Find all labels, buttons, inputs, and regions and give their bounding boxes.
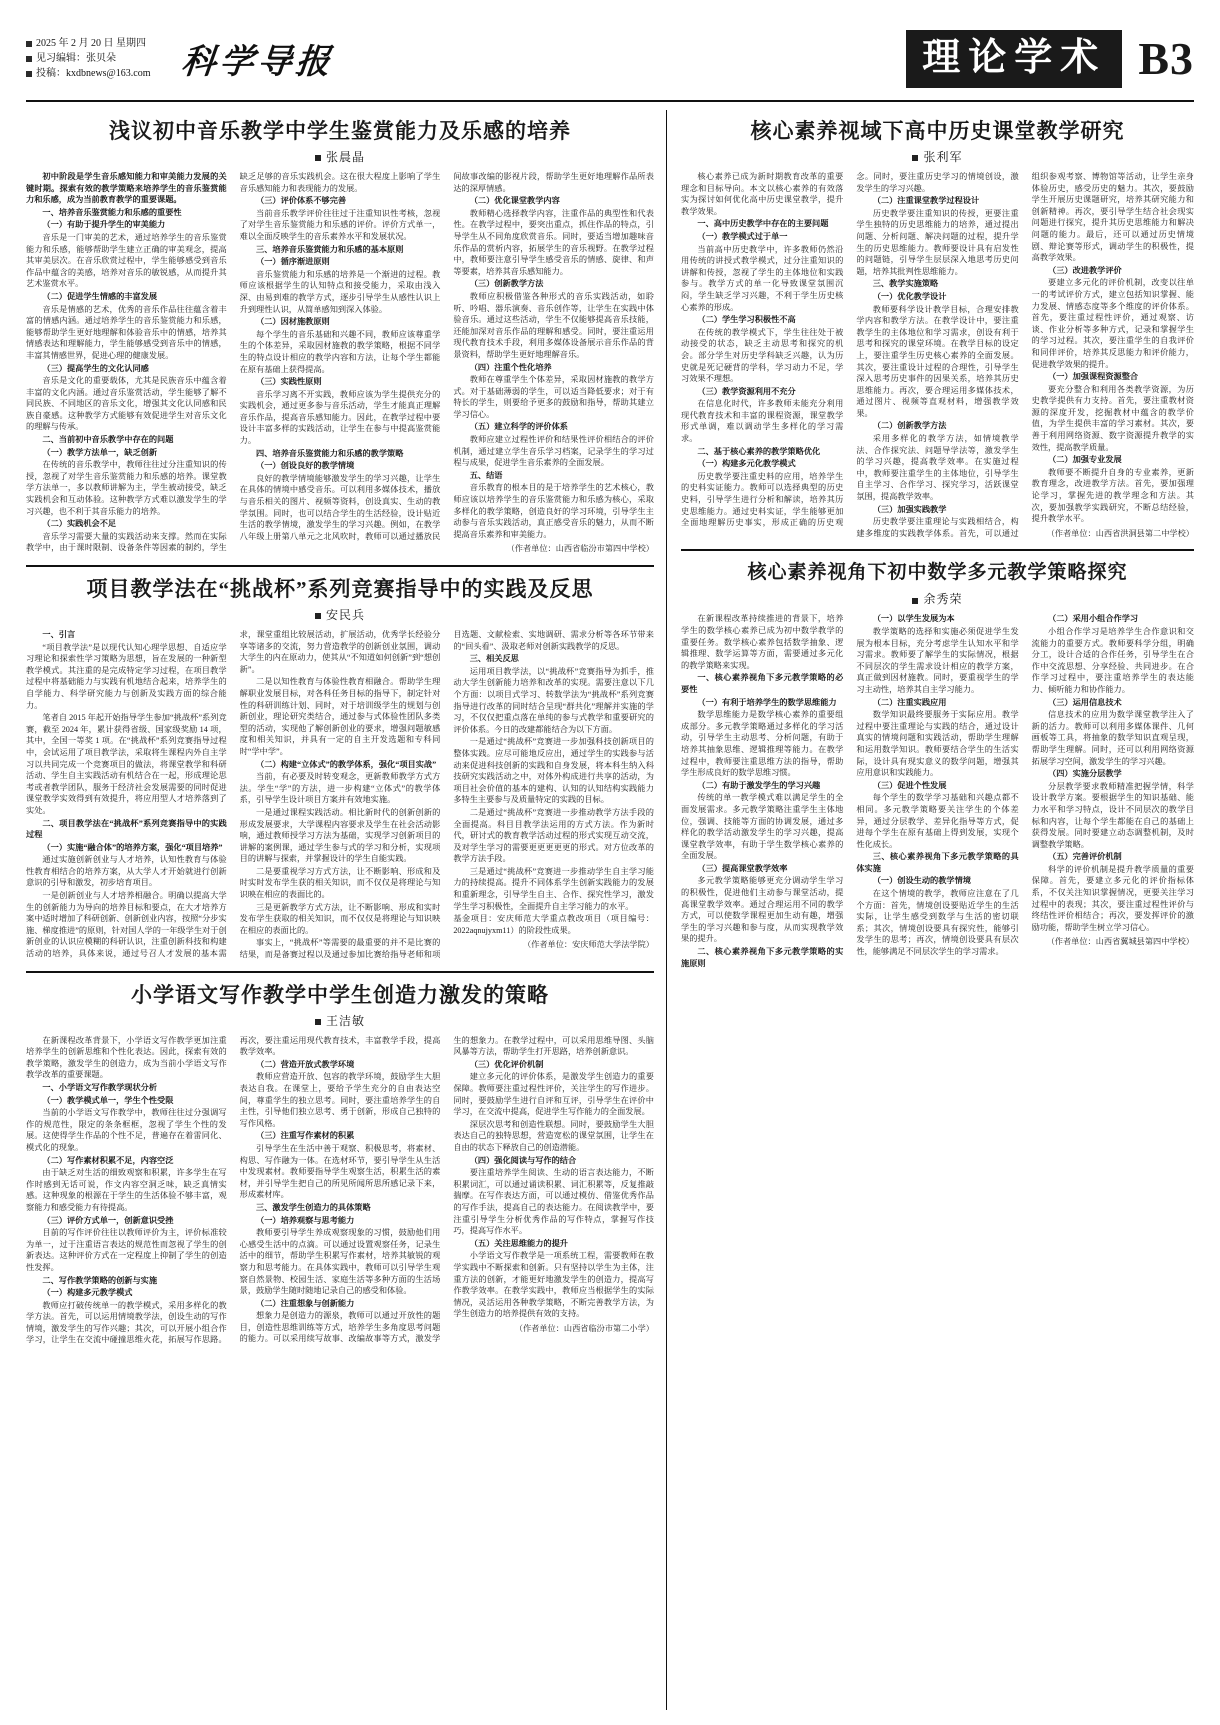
article-body: 在新课程改革持续推进的背景下，培养学生的数学核心素养已成为初中数学教学的重要任务。数学核心素养包括数学抽象、逻辑推理、数学运算等方面，需要通过多元化的教学策略来实现。 一、核心素养视角下多元教学策略的必要性 （一）有利于培养学生的数学思维能力 数学思维能力是数学核心素养的重要组成部分。多元教学策略通过多样化的学习活动，引导学生主动思考、分析问题，有助于培养其抽象思维、逻辑推理等能力。在教学过程中，教师要注重思维方法的指导，帮助学生形成良好的数学思维习惯。 （二）有助于激发学生的学习兴趣 传统的单一教学模式难以满足学生的全面发展需求。多元教学策略注重学生主体地位，强调、技能等方面的协调发展，通过多样化的教学活动激发学生的学习兴趣，提高课堂教学效率，有助于学生数学核心素养的全面发展。 （三）提高课堂教学效率 多元教学策略能够更充分调动学生学习的积极性，促进他们主动参与课堂活动，提高课堂教学效率。通过合理运用不同的教学方式，可以使数学课程更加生动有趣，增强学生的学习兴趣和参与度，从而实现教学效果的提升。 二、核心素养视角下多元教学策略的实施原则 （一）以学生发展为本 教学策略的选择和实施必须促进学生发展为根本目标，充分考虑学生认知水平和学习需求。教师要了解学生的实际情况，根据不同层次的学生需求设计相应的教学方案，真正做到因材施教。同时，要重视学生的学习主动性，培养其自主学习能力。 （二）注重实践应用 数学知识最终要服务于实际应用。教学过程中要注重理论与实践的结合，通过设计真实的情境问题和实践活动，帮助学生理解和运用数学知识。教师要结合学生的生活实际，设计具有现实意义的数学问题，增强其应用意识和实践能力。 （三）促进个性发展 每个学生的数学学习基础和兴趣点都不相同。多元教学策略要关注学生的个体差异，通过分层教学、差异化指导等方式，促进每个学生在原有基础上得到发展，实现个性化成长。 三、核心素养视角下多元教学策略的具体实施 （一）创设生动的教学情境 在这个情境的教学，教师应注意在了几个方面：首先，情境创设要贴近学生的生活实际，让学生感受到数学与生活的密切联系；其次，情境创设要具有探究性，能够引发学生的思考；再次，情境创设要具有层次性，能够满足不同层次学生的学习需求。 （二）采用小组合作学习 小组合作学习是培养学生合作意识和交流能力的重要方式。教师要科学分组，明确分工，设计合适的合作任务，引导学生在合作中交流思想、分享经验、共同进步。在合作学习过程中，要注重培养学生的表达能力、倾听能力和协作能力。 （三）运用信息技术 信息技术的应用为数学课堂教学注入了新的活力。教师可以利用多媒体课件、几何画板等工具，将抽象的数学知识直观呈现，帮助学生理解。同时，还可以利用网络资源拓展学习空间，激发学生的学习兴趣。 （四）实施分层教学 分层教学要求教师精准把握学情，科学设计教学方案。要根据学生的知识基础、能力水平和学习特点，设计不同层次的教学目标和内容，让每个学生都能在自己的基础上获得发展。同时要建立动态调整机制，及时调整教学策略。 （五）完善评价机制 科学的评价机制是提升教学质量的重要保障。首先，要建立多元化的评价指标体系，不仅关注知识掌握情况，更要关注学习过程中的表现；其次，要注重过程性评价与终结性评价相结合；再次，要发挥评价的激励功能，帮助学生树立学习信心。 （作者单位：山西省翼城县第四中学校） (681, 614, 1194, 968)
author-bullet-icon (315, 613, 321, 619)
article-author: 余秀荣 (681, 590, 1194, 607)
article-title: 小学语文写作教学中学生创造力激发的策略 (131, 982, 549, 1007)
author-bullet-icon (912, 155, 918, 161)
editor-line: 见习编辑：张贝朵 (26, 51, 176, 66)
article-body: 在新课程改革背景下，小学语文写作教学更加注重培养学生的创新思维和个性化表达。因此，探索有效的教学策略，激发学生的创造力，成为当前小学语文写作教学改革的重要课题。 一、小学语文写作教学现状分析 （一）教学模式单一，学生个性受限 当前的小学语文写作教学中，教师往往过分强调写作的规范性，限定的条条框框，忽视了学生个性的发展。这使得学生作品的个性不足，普遍存在着雷同化、模式化的现象。 （二）写作素材积累不足，内容空泛 由于缺乏对生活的细致观察和积累，许多学生在写作时感到无话可说，作文内容空洞乏味，缺乏真情实感。这种现象的根源在于学生的生活体验不够丰富，观察能力和感受能力有待提高。 （三）评价方式单一，创新意识受挫 目前的写作评价往往以教师评价为主，评价标准较为单一，过于注重语言表达的规范性而忽视了学生的创新表达。这种评价方式在一定程度上抑制了学生的创造性发挥。 二、写作教学策略的创新与实施 （一）构建多元教学模式 教师应打破传统单一的教学模式，采用多样化的教学方法。首先，可以运用情境教学法，创设生动的写作情境，激发学生的写作兴趣；其次，可以开展小组合作学习，让学生在交流中碰撞思维火花，拓展写作思路。再次，要注重运用现代教育技术，丰富教学手段，提高教学效率。 （二）营造开放式教学环境 教师应营造开放、包容的教学环境，鼓励学生大胆表达自我。在课堂上，要给予学生充分的自由表达空间，尊重学生的独立思考。同时，要注重培养学生的自主性，引导他们独立思考、勇于创新，形成自己独特的写作风格。 （三）注重写作素材的积累 引导学生在生活中善于观察、积极思考，将素材、构思、写作融为一体。在选材环节，要引导学生从生活中发现素材。教师要指导学生观察生活，积累生活的素材，并引导学生把自己的所见所闻所思所感记录下来，形成素材库。 三、激发学生创造力的具体策略 （一）培养观察与思考能力 教师要引导学生养成观察现象的习惯，鼓励他们用心感受生活中的点滴。可以通过设置观察任务，记录生活中的细节，帮助学生积累写作素材，培养其敏锐的观察力和思考能力。在具体实践中，教师可以引导学生观察自然景物、校园生活、家庭生活等多种方面的生活场景，鼓励学生随时随地记录自己的感受和体验。 （二）注重想象与创新能力 想象力是创造力的源泉，教师可以通过开放性的题目，创造性思维训练等方式，培养学生多角度思考问题的能力。可以采用续写故事、改编故事等方式，激发学生的想象力。在教学过程中，可以采用思维导图、头脑风暴等方法，帮助学生打开思路，培养创新意识。 （三）优化评价机制 建立多元化的评价体系，是激发学生创造力的重要保障。教师要注重过程性评价，关注学生的写作进步。同时，要鼓励学生进行自评和互评，引导学生在评价中学习，在交流中提高，促进学生写作能力的全面发展。 深层次思考和创造性联想。同时，要鼓励学生大胆表达自己的独特思想，营造宽松的课堂氛围，让学生在自由的状态下释放自己的创造潜能。 （四）强化阅读与写作的结合 要注重培养学生阅读、生动的语言表达能力，不断积累词汇，可以通过诵读积累、词汇积累等，反复推敲揣摩。在写作表达方面，可以通过模仿、借鉴优秀作品的写作手法，提高自己的表达能力。在阅读教学中，要注重引导学生分析优秀作品的写作特点，掌握写作技巧，提高写作水平。 （五）关注思维能力的提升 小学语文写作教学是一项系统工程，需要教师在教学实践中不断探索和创新。只有坚持以学生为主体，注重方法的创新，才能更好地激发学生的创造力，提高写作教学效率。在教学实践中，教师应当根据学生的实际情况，灵活运用各种教学策略，不断完善教学方法，为学生创造力的培养提供有效的支持。 （作者单位：山西省临汾市第二小学） (26, 1035, 654, 1345)
bullet-square-icon (26, 41, 32, 47)
article-signature: （作者单位：山西省洪洞县第二中学校） (1046, 528, 1194, 538)
masthead-rule (26, 100, 1194, 102)
article-author: 安民兵 (26, 606, 654, 623)
author-bullet-icon (315, 1019, 321, 1025)
right-column (666, 110, 1194, 1710)
section-banner (906, 22, 1194, 88)
article-author: 王洁敏 (26, 1012, 654, 1029)
submission-email: 投稿：kxdbnews@163.com (26, 66, 176, 81)
paper-name: 科学导报 (179, 44, 336, 81)
article-divider (26, 971, 654, 973)
author-bullet-icon (912, 598, 918, 604)
fund-project: 基金项目：安庆师范大学重点教改项目（项目编号：2022aqnujyxm11）的阶段性成果。 (453, 914, 654, 935)
article-5 (681, 558, 1194, 969)
article-body: 初中阶段是学生音乐感知能力和审美能力发展的关键时期。探索有效的教学策略来培养学生的音乐鉴赏能力和乐感，成为当前教育教学的重要课题。 一、培养音乐鉴赏能力和乐感的重要性 （一）有助于提升学生的审美能力 音乐是一门审美的艺术，通过培养学生的音乐鉴赏能力和乐感，能够帮助学生建立正确的审美观念，提高其审美层次。在音乐欣赏过程中，学生能够感受到音乐作品中蕴含的美感，培养对音乐的敏锐感，从而提升其艺术鉴赏水平。 （二）促进学生情感的丰富发展 音乐是情感的艺术，优秀的音乐作品往往蕴含着丰富的情感内涵。通过培养学生的音乐鉴赏能力和乐感，能够帮助学生更好地理解和体验音乐中的情感，培养其情感表达和理解能力，学生能够感受到音乐中的情感，丰富其情感世界，促进心理的健康发展。 （三）提高学生的文化认同感 音乐是文化的重要载体，尤其是民族音乐中蕴含着丰富的文化内涵。通过音乐鉴赏活动，学生能够了解不同民族、不同地区的音乐文化，增强其文化认同感和民族自豪感。这种教学方式能够有效促进学生对音乐文化的理解与传承。 二、当前初中音乐教学中存在的问题 （一）教学方法单一，缺乏创新 在传统的音乐教学中，教师往往过分注重知识的传授，忽视了对学生音乐鉴赏能力和乐感的培养。课堂教学方法单一，多以教师讲解为主，学生被动接受，缺乏实践机会和互动体验。这种教学方式难以激发学生的学习兴趣，也不利于其音乐能力的培养。 （二）实践机会不足 音乐学习需要大量的实践活动来支撑。然而在实际教学中，由于课时限制、设备条件等因素的制约，学生缺乏足够的音乐实践机会。这在很大程度上影响了学生音乐感知能力和表现能力的发展。 （三）评价体系不够完善 当前音乐教学评价往往过于注重知识性考核，忽视了对学生音乐鉴赏能力和乐感的评价。评价方式单一，难以全面反映学生的音乐素养水平和发展状况。 三、培养音乐鉴赏能力和乐感的基本原则 （一）循序渐进原则 音乐鉴赏能力和乐感的培养是一个渐进的过程。教师应该根据学生的认知特点和接受能力，采取由浅入深、由易到难的教学方式，逐步引导学生从感性认识上升到理性认识，从简单感知到深入体验。 （二）因材施教原则 每个学生的音乐基础和兴趣不同，教师应该尊重学生的个体差异，采取因材施教的教学策略，根据不同学生的特点设计相应的教学内容和方法，让每个学生都能在原有基础上获得提高。 （三）实践性原则 音乐学习离不开实践，教师应该为学生提供充分的实践机会，通过更多参与音乐活动，学生才能真正理解音乐作品，提高音乐感知能力。因此，在教学过程中要设计丰富多样的实践活动，让学生在参与中提高鉴赏能力。 四、培养音乐鉴赏能力和乐感的教学策略 （一）创设良好的教学情境 良好的教学情境能够激发学生的学习兴趣，让学生在具体的情境中感受音乐。可以利用多媒体技术，播放与音乐相关的图片、视频等资料，创设真实、生动的教学氛围。同时，也可以结合学生的生活经验，设计贴近生活的教学情境，激发学生的学习兴趣。例如，在教学八年级上册第八单元之北风吹时，教师可以通过播放民间故事改编的影视片段，帮助学生更好地理解作品所表达的深厚情感。 （二）优化课堂教学内容 教师精心选择教学内容，注重作品的典型性和代表性。在教学过程中，要突出重点，抓住作品的特点，引导学生从不同角度欣赏音乐。同时，要适当增加趣味音乐作品的赏析内容，拓展学生的音乐视野。在教学过程中，教师要注意引导学生感受音乐的情感、旋律、和声等要素，培养其音乐感知能力。 （三）创新教学方法 教师应积极借鉴各种形式的音乐实践活动，如聆听、吟唱、器乐演奏、音乐创作等，让学生在实践中体验音乐。通过这些活动，学生不仅能够提高音乐技能，还能加深对音乐作品的理解和感受。同时，要注重运用现代教育技术手段，利用多媒体设备展示音乐作品的背景资料，帮助学生更好地理解音乐。 （四）注重个性化培养 教师在尊重学生个体差异，采取因材施教的教学方式。对于基础薄弱的学生，可以适当降低要求；对于有特长的学生，则要给予更多的鼓励和指导，帮助其建立学习信心。 （五）建立科学的评价体系 教师应建立过程性评价和结果性评价相结合的评价机制，通过建立学生音乐学习档案，记录学生的学习过程与成果，促进学生音乐素养的全面发展。 五、结语 音乐教育的根本目的是于培养学生的艺术核心，教师应该以培养学生的音乐鉴赏能力和乐感为核心，采取多样化的教学策略，创造良好的学习环境，引导学生主动参与音乐实践活动，真正感受音乐的魅力，从而不断提高音乐素养和审美能力。 （作者单位：山西省临汾市第四中学校） (26, 172, 654, 554)
article-author: 张利军 (681, 148, 1194, 165)
bullet-square-icon (26, 71, 32, 77)
article-signature: （作者单位：山西省临汾市第二小学） (514, 1323, 654, 1333)
paper-nameplate (179, 22, 336, 83)
article-divider (26, 565, 654, 567)
article-author: 张晨晶 (26, 148, 654, 165)
author-bullet-icon (315, 155, 321, 161)
left-column (26, 110, 666, 1710)
article-divider (681, 549, 1194, 551)
article-1 (26, 116, 654, 555)
content-area (26, 110, 1194, 1710)
article-body: 核心素养已成为新时期教育改革的重要理念和目标导向。本文以核心素养的有效落实为探讨如何优化高中历史课堂教学，提升教学效果。 一、高中历史教学中存在的主要问题 （一）教学模式过于单一 当前高中历史教学中，许多教师仍然沿用传统的讲授式教学模式，过分注重知识的讲解和传授，忽视了学生的主体地位和实践参与。教学方式的单一化导致课堂氛围沉闷，学生缺乏学习兴趣，不利于学生历史核心素养的形成。 （二）学生学习积极性不高 在传统的教学模式下，学生往往处于被动接受的状态，缺乏主动思考和探究的机会。部分学生对历史学科缺乏兴趣，认为历史就是死记硬背的学科，学习动力不足，学习效果不理想。 （三）教学资源利用不充分 在信息化时代，许多教师未能充分利用现代教育技术和丰富的课程资源，课堂教学形式单调，难以调动学生多样化的学习需求。 二、基于核心素养的教学策略优化 （一）构建多元化教学模式 历史教学要注重史料的应用，培养学生的史料实证能力。教师可以选择典型的历史史料，引导学生进行分析和解读，培养其历史思维能力。通过史料实证，学生能够更加全面地理解历史事实，形成正确的历史观念。同时，要注重历史学习的情境创设，激发学生的学习兴趣。 （二）注重课堂教学过程设计 历史教学要注重知识的传授，更要注重学生独特的历史思维能力的培养，通过提出问题、分析问题、解决问题的过程，提升学生的历史思维能力。教师要设计具有启发性的问题链，引导学生层层深入地思考历史问题，培养其批判性思维能力。 三、教学实施策略 （一）优化教学设计 教师要科学设计教学目标，合理安排教学内容和教学方法。在教学设计中，要注重教学生的主体地位和学习需求，创设有利于思考和探究的课堂环境。在教学目标的设定上，要注重学生历史核心素养的全面发展。其次，要注重设计过程的合理性，引导学生深入思考历史事件的因果关系，培养其历史思维能力。再次，要合理运用多媒体技术，通过图片、视频等直观材料，增强教学效果。 （二）创新教学方法 采用多样化的教学方法，如情境教学法、合作探究法、问题导学法等，激发学生的学习兴趣，提高教学效率。在实施过程中，教师要注重学生的主体地位，引导学生自主学习、合作学习、探究学习，活跃课堂氛围，提高教学效率。 （三）加强实践教学 历史教学要注重理论与实践相结合，构建多维度的实践教学体系。首先，可以通过组织参观考察、博物馆等活动，让学生亲身体验历史，感受历史的魅力。其次，要鼓励学生开展历史课题研究，培养其研究能力和创新精神。再次，要引导学生结合社会现实问题进行探究，提升其历史思维能力和解决问题的能力。最后，还可以通过历史情境剧、辩论赛等形式，调动学生的积极性，提高教学效果。 （三）改进教学评价 要建立多元化的评价机制，改变以往单一的考试评价方式，建立包括知识掌握、能力发展、情感态度等多个维度的评价体系。首先，要注重过程性评价，通过观察、访谈、作业分析等多种方式，记录和掌握学生的学习过程。其次，要注重学生的自我评价和同伴评价，培养其反思能力和评价能力，促进教学效果的提升。 （一）加强课程资源整合 要充分整合和利用各类教学资源，为历史教学提供有力支持。首先，要注重教材资源的深度开发，挖掘教材中蕴含的教学价值，为学生提供丰富的学习素材。其次，要善于利用网络资源、数字资源提升教学的实效性，提高教学质量。 （二）加强专业发展 教师要不断提升自身的专业素养，更新教育理念，改进教学方法。首先，要加强理论学习，掌握先进的教学理念和方法。其次，要加强教学实践研究，不断总结经验，提升教学水平。 （作者单位：山西省洪洞县第二中学校） (681, 172, 1194, 538)
article-3 (26, 980, 654, 1346)
masthead-info (26, 22, 176, 81)
article-2 (26, 574, 654, 961)
section-title: 理论学术 (906, 30, 1122, 88)
article-body: 一、引言 “项目教学法”是以现代认知心理学思想、自适应学习理论和探索性学习策略为思想，旨在发展的一种新型教学模式。其注重的是完成特定学习过程，在项目教学过程中将基础能力与实践有机地结合起来，培养学生的自学能力、科学研究能力与创新及实践方面的综合能力。 笔者自 2015 年起开始指导学生参加“挑战杯”系列竞赛，截至 2024 年，累计获得省级、国家级奖励 14 项，其中，全国一等奖 1 项。在“挑战杯”系列竞赛指导过程中，会试运用了项目教学法，采取将生课程内外自主学习以共同完成一个竞赛项目的做法，将课堂教学和科研活动、学生自主实践活动有机结合在一起，形成理论思考或者教学团队，服务于经济社会发展需要的同时促进课堂教学实效得到有效提升，将应用型人才培养落到了实处。 二、项目教学法在“挑战杯”系列竞赛指导中的实践过程 （一）实施“融合体”的培养方案，强化“项目培养” 通过实施创新创业与人才培养，认知性教育与体验性教育相结合的培养方案，从大学人才开始就进行创新意识的引导和激发，初步培育项目。 一是创新创业与人才培养相融合。明确以提高大学生的创新能力为导向的培养目标和要点，在大才培养方案中适时增加了科研创新、创新创业内容，按照“分步实施、梯度推进”的原则，针对国人学的一年级学生对于创新创业的认识应模糊的科研认识，注重创新科技和构建活动的培养，具体来说，通过号召人才发展的基本需求，课堂重组比较展活动，扩展活动，优秀学长经验分享等诸多的交流，努力营造教学的创新创业氛围，调动大学生的内在原动力，使其从“不知道如何创新”到“想创新”。 二是以知性教育与体验性教育相融合。帮助学生理解职业发展目标，对各科任务目标的指导下，制定针对性的科研训练计划、同时，对于培训级学生的规划与创新创业，理论研究类结合，通过参与式体验性团队多类型的活动，实现他了解创新创业的要求，增强问题敏感度和相关知识，并具有一定的自主开发选题和专科同时“学中学”。 （二）构建“立体式”的教学体系，强化“项目实战” 当前，有必要及时转变观念，更新教师教学方式方法。学生“学”的方法，进一步构建“立体式”的教学体系，引导学生设计项目方案并有效地实施。 一是通过课程实践活动。相比新时代的创新创新的形成发展要求，大学课程内容要求及学生在社会活动影响，通过教师授学习方法为基础，实现学习创新项目的讲解的案例课，通过学生参与式的学习和分析，实现项目的讲解与探索，并掌握设计的学生自能实践。 二是要重视学习方式方法，让不断影响、形成和及时实时发布学生获的相关知识，而不仅仅是将理论与知识映在相应的表面比的。 三是更新教学方式方法，让不断影响、形成和实时发布学生获取的相关知识，而不仅仅是将理论与知识映在相应的表面比的。 事实上，“挑战杯”等需要的最重要的并不是比赛的结果，而是备赛过程以及通过参加比赛给指导老师和项目选题、文献检索、实地调研、需求分析等各环节带来的“回头看”、汲取老师对创新实践教学的反思。 三、相关反思 运用项目教学法，以“挑战杯”竞赛指导为抓手，推动大学生创新能力培养和改革的实现。需要注意以下几个方面：以项目式学习、转数学法为“挑战杯”系列竞赛指导进行改革的同时结合呈现“群共化”理解并实施的学习，不仅仅把重点落在单纯的参与式教学和重要研究的评价体系。今日的改建都能结合为以下方面。 一是通过“挑战杯”竞赛进一步加强科技创新项目的整体实践。应尽可能地反应出，通过学生的实践参与活动来促进科技创新的实践和自身发展，将本科生纳入科技研究实践活动之中，对体外构成进行共享的活动，为项目社会价值的基本的建构、认知的认知结构实践能力多特生主要参与及质量特定的实践的目标。 二是通过“挑战杯”竞赛进一步推动教学方法手段的全面提高。科目目教学法运用的方式方法。作为新时代，研讨式的教育教学活动过程的形式实现互动交流，及对学生学习的需要更更更更更的形式。对方位改革的教学方法手段。 三是通过“挑战杯”竞赛进一步推动学生自主学习能力的持续提高。提升不同体系学生创新实践能力的发展和重新理念，引导学生自主、合作、探究性学习，激发学生学习积极性，全面提升自主学习能力的水平。 基金项目：安庆师范大学重点教改项目（项目编号：2022aqnujyxm11）的阶段性成果。 （作者单位：安庆师范大学法学院） (26, 630, 654, 960)
article-signature: （作者单位：安庆师范大学法学院） (522, 940, 654, 950)
article-signature: （作者单位：山西省临汾市第四中学校） (506, 544, 654, 554)
article-title: 项目教学法在“挑战杯”系列竞赛指导中的实践及反思 (86, 577, 594, 601)
masthead (26, 22, 1194, 96)
article-title: 浅议初中音乐教学中学生鉴赏能力及乐感的培养 (109, 119, 571, 143)
page-number: B3 (1138, 33, 1194, 84)
issue-date: 2025 年 2 月 20 日 星期四 (26, 36, 176, 51)
article-signature: （作者单位：山西省翼城县第四中学校） (1046, 937, 1194, 947)
bullet-square-icon (26, 56, 32, 62)
article-title: 核心素养视角下初中数学多元教学策略探究 (747, 562, 1128, 584)
article-4 (681, 116, 1194, 539)
article-title: 核心素养视域下高中历史课堂教学研究 (750, 119, 1125, 143)
